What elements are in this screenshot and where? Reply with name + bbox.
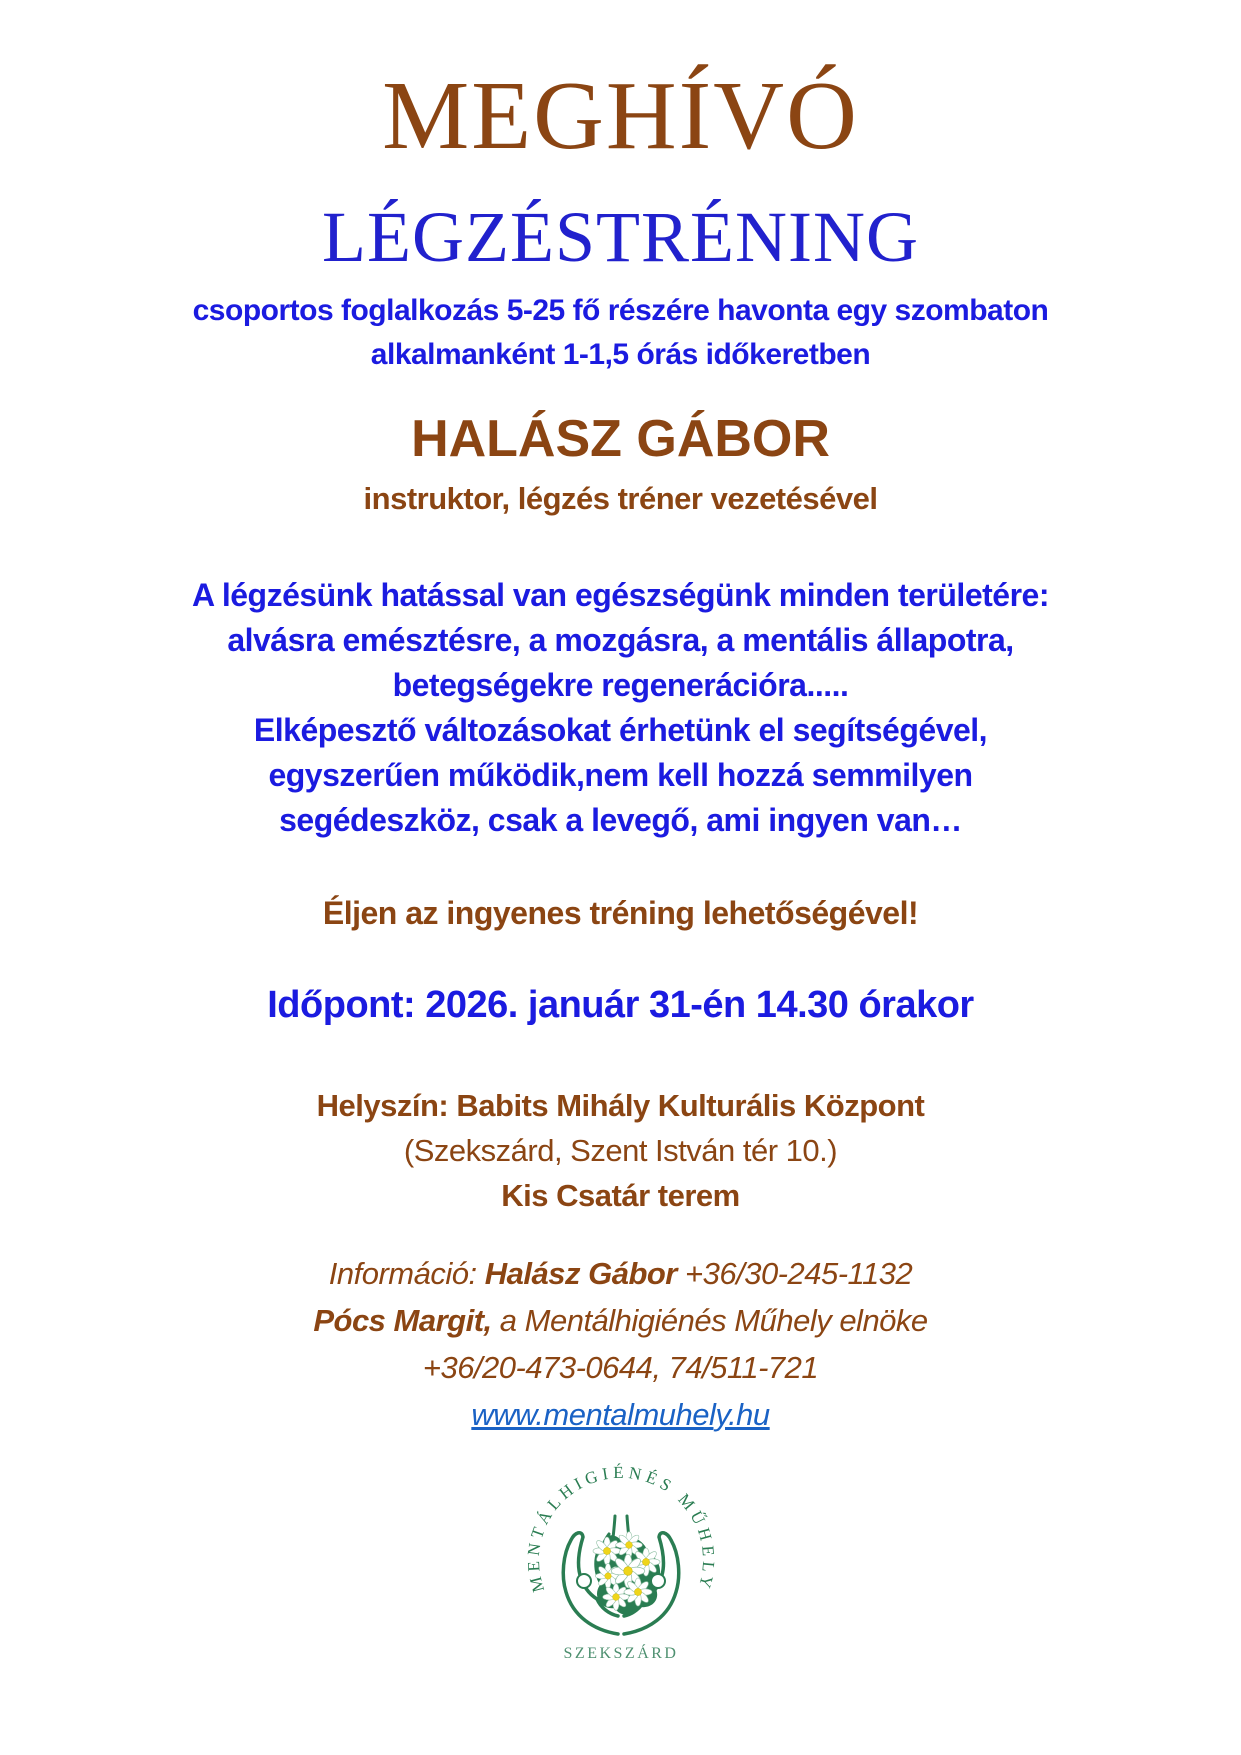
schedule-info: Időpont: 2026. január 31-én 14.30 órakor <box>267 983 974 1026</box>
logo-ring-left <box>577 1574 591 1588</box>
program-description <box>0 289 1241 377</box>
contact-line <box>0 1250 1241 1297</box>
venue-address: (Szekszárd, Szent István tér 10.) <box>403 1132 838 1168</box>
contact-phone: +36/30-245-1132 <box>685 1255 913 1291</box>
benefits-line: Elképesztő változásokat érhetünk el segítségével, <box>253 711 988 748</box>
logo-ring-right <box>651 1574 665 1588</box>
contact-phones: +36/20-473-0644, 74/511-721 <box>422 1349 819 1385</box>
website-line <box>0 1391 1241 1438</box>
trainer-role: instruktor, légzés tréner vezetésével <box>363 480 878 516</box>
venue-label: Helyszín: <box>316 1087 449 1123</box>
venue-block <box>0 1083 1241 1218</box>
program-description-line: alkalmanként 1-1,5 órás időkeretben <box>370 338 871 372</box>
contact-role: a Mentálhigiénés Műhely elnöke <box>499 1302 928 1338</box>
benefits-line: egyszerűen működik,nem kell hozzá semmilyen <box>268 756 973 793</box>
mentalhigienes-muhely-logo <box>521 1458 721 1670</box>
venue-line <box>0 1083 1241 1128</box>
venue-name: Babits Mihály Kulturális Központ <box>456 1087 925 1123</box>
call-to-action: Éljen az ingyenes tréning lehetőségével! <box>322 894 919 931</box>
logo-circle-text: MENTÁLHIGIÉNÉS MŰHELY <box>523 1462 718 1594</box>
contact-line <box>0 1297 1241 1344</box>
contact-info-label: Információ: <box>328 1255 477 1291</box>
benefits-paragraph <box>0 573 1241 843</box>
contact-name: Pócs Margit, <box>313 1302 492 1338</box>
benefits-line: alvásra emésztésre, a mozgásra, a mentális állapotra, <box>227 621 1014 658</box>
page-title: MEGHÍVÓ <box>382 62 859 170</box>
contact-block <box>0 1250 1241 1438</box>
logo-wrap <box>0 1458 1241 1675</box>
benefits-line: A légzésünk hatással van egészségünk minden területére: <box>192 576 1049 613</box>
trainer-name: HALÁSZ GÁBOR <box>411 410 830 469</box>
website-link[interactable]: www.mentalmuhely.hu <box>471 1396 770 1432</box>
logo-city-text: SZEKSZÁRD <box>563 1644 678 1662</box>
benefits-line: segédeszköz, csak a levegő, ami ingyen van… <box>279 801 962 838</box>
program-title: LÉGZÉSTRÉNING <box>322 196 919 277</box>
contact-name: Halász Gábor <box>484 1255 677 1291</box>
venue-room: Kis Csatár terem <box>501 1177 740 1213</box>
benefits-line: betegségekre regenerációra..... <box>392 666 849 703</box>
program-description-line: csoportos foglalkozás 5-25 fő részére havonta egy szombaton <box>192 294 1049 328</box>
